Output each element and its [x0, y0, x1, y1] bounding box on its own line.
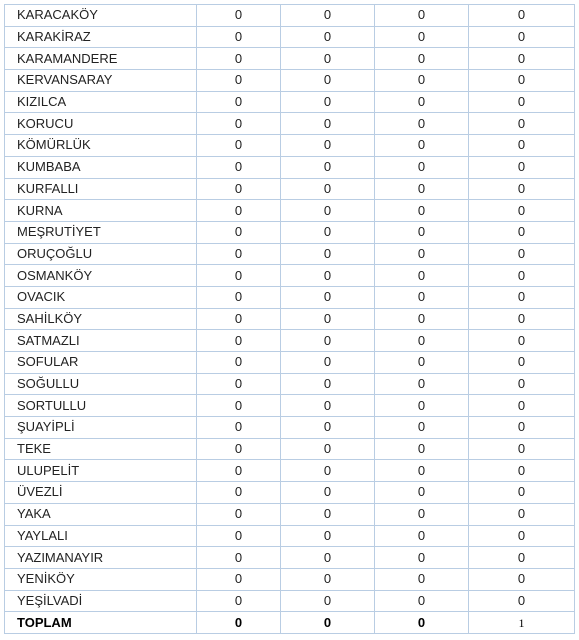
- village-table: [4, 4, 575, 634]
- village-name: SOĞULLU: [5, 373, 197, 395]
- value-col-4: 0: [469, 568, 575, 590]
- table-row: [5, 200, 575, 222]
- table-row: [5, 330, 575, 352]
- value-col-3: 0: [375, 200, 469, 222]
- value-col-1: 0: [197, 26, 281, 48]
- value-col-2: 0: [281, 70, 375, 92]
- value-col-1: 0: [197, 308, 281, 330]
- table-row: [5, 156, 575, 178]
- value-col-3: 0: [375, 26, 469, 48]
- value-col-2: 0: [281, 200, 375, 222]
- village-name: KORUCU: [5, 113, 197, 135]
- value-col-4: 0: [469, 373, 575, 395]
- village-name: KURFALLI: [5, 178, 197, 200]
- table-row: [5, 438, 575, 460]
- table-row: [5, 503, 575, 525]
- value-col-2: 0: [281, 525, 375, 547]
- table-body: [5, 5, 575, 634]
- value-col-1: 0: [197, 48, 281, 70]
- village-name: YAZIMANAYIR: [5, 547, 197, 569]
- value-col-4: 0: [469, 156, 575, 178]
- value-col-3: 0: [375, 265, 469, 287]
- value-col-3: 0: [375, 178, 469, 200]
- value-col-1: 0: [197, 135, 281, 157]
- value-col-2: 0: [281, 373, 375, 395]
- table-row: [5, 48, 575, 70]
- table-row: [5, 70, 575, 92]
- value-col-3: 0: [375, 568, 469, 590]
- table-row: [5, 395, 575, 417]
- value-col-3: 0: [375, 438, 469, 460]
- village-name: YENİKÖY: [5, 568, 197, 590]
- village-name: OVACIK: [5, 286, 197, 308]
- value-col-2: 0: [281, 221, 375, 243]
- value-col-4: 0: [469, 286, 575, 308]
- value-col-4: 0: [469, 70, 575, 92]
- value-col-3: 0: [375, 308, 469, 330]
- value-col-4: 0: [469, 460, 575, 482]
- value-col-2: 0: [281, 482, 375, 504]
- value-col-3: 0: [375, 395, 469, 417]
- value-col-1: 0: [197, 525, 281, 547]
- value-col-1: 0: [197, 438, 281, 460]
- village-name: KUMBABA: [5, 156, 197, 178]
- value-col-3: 0: [375, 330, 469, 352]
- value-col-2: 0: [281, 5, 375, 27]
- value-col-2: 0: [281, 590, 375, 612]
- value-col-4: 0: [469, 26, 575, 48]
- value-col-4: 0: [469, 265, 575, 287]
- village-name: KARAKİRAZ: [5, 26, 197, 48]
- value-col-4: 0: [469, 200, 575, 222]
- value-col-2: 0: [281, 286, 375, 308]
- value-col-1: 0: [197, 70, 281, 92]
- value-col-3: 0: [375, 503, 469, 525]
- table-row: [5, 373, 575, 395]
- table-row: [5, 113, 575, 135]
- value-col-1: 0: [197, 178, 281, 200]
- value-col-2: 0: [281, 91, 375, 113]
- table-row: [5, 352, 575, 374]
- value-col-2: 0: [281, 135, 375, 157]
- village-name: SOFULAR: [5, 352, 197, 374]
- value-col-3: 0: [375, 91, 469, 113]
- table-row: [5, 590, 575, 612]
- table-row: [5, 417, 575, 439]
- value-col-2: 0: [281, 308, 375, 330]
- table-row: [5, 482, 575, 504]
- value-col-4: 0: [469, 525, 575, 547]
- village-name: KARAMANDERE: [5, 48, 197, 70]
- value-col-2: 0: [281, 568, 375, 590]
- table-container: [4, 4, 574, 634]
- value-col-1: 0: [197, 568, 281, 590]
- value-col-1: 0: [197, 286, 281, 308]
- table-row: [5, 243, 575, 265]
- value-col-1: 0: [197, 265, 281, 287]
- village-name: ORUÇOĞLU: [5, 243, 197, 265]
- table-row: [5, 135, 575, 157]
- value-col-3: 0: [375, 590, 469, 612]
- value-col-3: 0: [375, 48, 469, 70]
- value-col-4: 0: [469, 178, 575, 200]
- value-col-2: 0: [281, 156, 375, 178]
- value-col-2: 0: [281, 352, 375, 374]
- value-col-1: 0: [197, 221, 281, 243]
- value-col-1: 0: [197, 156, 281, 178]
- value-col-3: 0: [375, 373, 469, 395]
- value-col-2: 0: [281, 330, 375, 352]
- value-col-1: 0: [197, 113, 281, 135]
- table-row: [5, 525, 575, 547]
- value-col-4: 0: [469, 5, 575, 27]
- value-col-1: 0: [197, 395, 281, 417]
- value-col-1: 0: [197, 243, 281, 265]
- value-col-2: 0: [281, 26, 375, 48]
- value-col-4: 0: [469, 547, 575, 569]
- total-value-col-1: 0: [197, 612, 281, 634]
- value-col-1: 0: [197, 373, 281, 395]
- total-label: TOPLAM: [5, 612, 197, 634]
- value-col-1: 0: [197, 330, 281, 352]
- value-col-3: 0: [375, 286, 469, 308]
- value-col-1: 0: [197, 503, 281, 525]
- value-col-1: 0: [197, 460, 281, 482]
- village-name: KÖMÜRLÜK: [5, 135, 197, 157]
- value-col-2: 0: [281, 395, 375, 417]
- value-col-1: 0: [197, 590, 281, 612]
- value-col-1: 0: [197, 200, 281, 222]
- table-row: [5, 178, 575, 200]
- village-name: KIZILCA: [5, 91, 197, 113]
- value-col-4: 0: [469, 113, 575, 135]
- value-col-3: 0: [375, 113, 469, 135]
- village-name: ŞUAYİPLİ: [5, 417, 197, 439]
- value-col-3: 0: [375, 525, 469, 547]
- value-col-1: 0: [197, 482, 281, 504]
- value-col-3: 0: [375, 482, 469, 504]
- value-col-1: 0: [197, 5, 281, 27]
- village-name: YEŞİLVADİ: [5, 590, 197, 612]
- value-col-2: 0: [281, 48, 375, 70]
- table-row: [5, 460, 575, 482]
- village-name: TEKE: [5, 438, 197, 460]
- value-col-2: 0: [281, 243, 375, 265]
- table-row: [5, 91, 575, 113]
- value-col-3: 0: [375, 460, 469, 482]
- village-name: KURNA: [5, 200, 197, 222]
- value-col-2: 0: [281, 265, 375, 287]
- village-name: SATMAZLI: [5, 330, 197, 352]
- total-value-col-3: 0: [375, 612, 469, 634]
- total-row: [5, 612, 575, 634]
- value-col-4: 0: [469, 48, 575, 70]
- village-name: OSMANKÖY: [5, 265, 197, 287]
- village-name: ULUPELİT: [5, 460, 197, 482]
- table-row: [5, 5, 575, 27]
- value-col-4: 0: [469, 330, 575, 352]
- table-row: [5, 221, 575, 243]
- table-row: [5, 26, 575, 48]
- value-col-3: 0: [375, 70, 469, 92]
- value-col-2: 0: [281, 113, 375, 135]
- table-row: [5, 286, 575, 308]
- village-name: SAHİLKÖY: [5, 308, 197, 330]
- value-col-4: 0: [469, 243, 575, 265]
- value-col-1: 0: [197, 547, 281, 569]
- value-col-2: 0: [281, 503, 375, 525]
- village-name: MEŞRUTİYET: [5, 221, 197, 243]
- village-name: SORTULLU: [5, 395, 197, 417]
- value-col-2: 0: [281, 438, 375, 460]
- value-col-3: 0: [375, 135, 469, 157]
- value-col-4: 0: [469, 590, 575, 612]
- value-col-3: 0: [375, 5, 469, 27]
- value-col-4: 0: [469, 308, 575, 330]
- value-col-4: 0: [469, 417, 575, 439]
- value-col-3: 0: [375, 352, 469, 374]
- value-col-4: 0: [469, 221, 575, 243]
- value-col-1: 0: [197, 352, 281, 374]
- table-row: [5, 265, 575, 287]
- value-col-4: 0: [469, 482, 575, 504]
- value-col-1: 0: [197, 417, 281, 439]
- value-col-3: 0: [375, 243, 469, 265]
- table-row: [5, 568, 575, 590]
- value-col-2: 0: [281, 417, 375, 439]
- value-col-3: 0: [375, 221, 469, 243]
- value-col-3: 0: [375, 156, 469, 178]
- value-col-4: 0: [469, 503, 575, 525]
- value-col-1: 0: [197, 91, 281, 113]
- value-col-2: 0: [281, 460, 375, 482]
- total-value-col-4: 1: [469, 612, 575, 634]
- table-row: [5, 547, 575, 569]
- village-name: YAYLALI: [5, 525, 197, 547]
- value-col-2: 0: [281, 547, 375, 569]
- table-row: [5, 308, 575, 330]
- village-name: YAKA: [5, 503, 197, 525]
- value-col-4: 0: [469, 438, 575, 460]
- total-value-col-2: 0: [281, 612, 375, 634]
- value-col-2: 0: [281, 178, 375, 200]
- value-col-3: 0: [375, 417, 469, 439]
- value-col-3: 0: [375, 547, 469, 569]
- value-col-4: 0: [469, 352, 575, 374]
- value-col-4: 0: [469, 91, 575, 113]
- village-name: ÜVEZLİ: [5, 482, 197, 504]
- value-col-4: 0: [469, 135, 575, 157]
- value-col-4: 0: [469, 395, 575, 417]
- village-name: KARACAKÖY: [5, 5, 197, 27]
- village-name: KERVANSARAY: [5, 70, 197, 92]
